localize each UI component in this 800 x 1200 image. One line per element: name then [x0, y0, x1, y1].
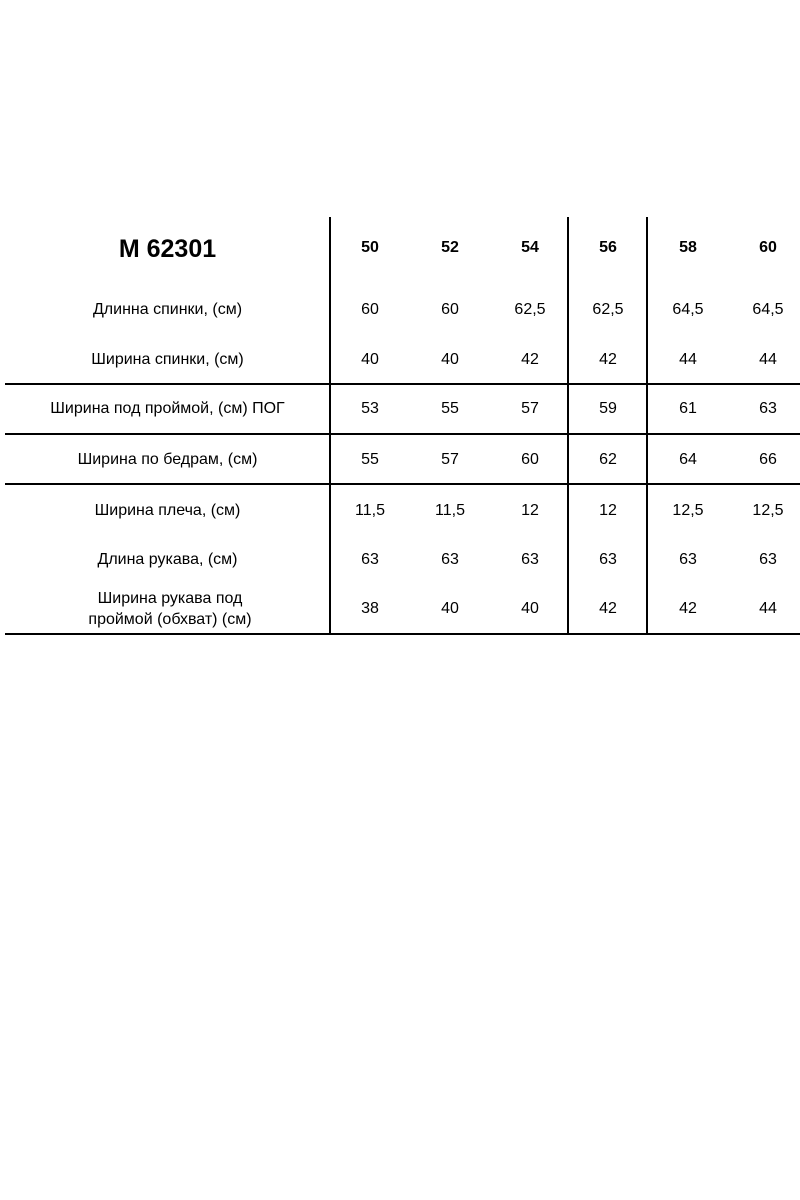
- table-cell: 63: [521, 551, 539, 568]
- table-cell: 40: [441, 351, 459, 368]
- size-chart-table: [5, 217, 800, 635]
- table-cell: 40: [521, 600, 539, 617]
- table-cell: 57: [521, 400, 539, 417]
- size-header-58: 58: [679, 239, 697, 256]
- table-cell: 60: [361, 301, 379, 318]
- table-cell: 11,5: [435, 502, 465, 519]
- table-cell: 62,5: [514, 301, 546, 318]
- table-cell: 42: [599, 351, 617, 368]
- table-cell: 44: [759, 351, 777, 368]
- table-cell: 60: [521, 451, 539, 468]
- row-divider: [5, 433, 800, 435]
- column-divider: [567, 217, 569, 635]
- table-cell: 12: [599, 502, 617, 519]
- table-cell: 53: [361, 400, 379, 417]
- table-cell: 64,5: [752, 301, 784, 318]
- table-cell: 63: [759, 551, 777, 568]
- table-cell: 66: [759, 451, 777, 468]
- size-header-56: 56: [599, 239, 617, 256]
- table-cell: 64: [679, 451, 697, 468]
- table-cell: 40: [441, 600, 459, 617]
- table-cell: 60: [441, 301, 459, 318]
- table-cell: 62,5: [592, 301, 624, 318]
- row-divider: [5, 483, 800, 485]
- row-label: Ширина спинки, (см): [91, 351, 244, 368]
- table-cell: 55: [441, 400, 459, 417]
- size-header-54: 54: [521, 239, 539, 256]
- table-cell: 11,5: [355, 502, 385, 519]
- row-label: Ширина под проймой, (см) ПОГ: [50, 400, 285, 417]
- table-cell: 64,5: [672, 301, 704, 318]
- table-cell: 62: [599, 451, 617, 468]
- table-cell: 42: [679, 600, 697, 617]
- table-cell: 12,5: [752, 502, 784, 519]
- row-label: Ширина плеча, (см): [94, 502, 241, 519]
- table-cell: 63: [361, 551, 379, 568]
- table-cell: 63: [599, 551, 617, 568]
- table-cell: 38: [361, 600, 379, 617]
- table-cell: 44: [679, 351, 697, 368]
- column-divider: [646, 217, 648, 635]
- row-label: Ширина рукава под проймой (обхват) (см): [88, 590, 252, 628]
- table-cell: 12,5: [672, 502, 704, 519]
- table-cell: 61: [679, 400, 697, 417]
- size-header-50: 50: [361, 239, 379, 256]
- row-label: Ширина по бедрам, (см): [77, 451, 258, 468]
- table-cell: 55: [361, 451, 379, 468]
- table-cell: 42: [599, 600, 617, 617]
- size-header-52: 52: [441, 239, 459, 256]
- table-cell: 59: [599, 400, 617, 417]
- size-header-60: 60: [759, 239, 777, 256]
- model-title: M 62301: [118, 235, 217, 263]
- row-divider: [5, 383, 800, 385]
- table-cell: 12: [521, 502, 539, 519]
- table-cell: 44: [759, 600, 777, 617]
- row-label: Длинна спинки, (см): [92, 301, 243, 318]
- table-cell: 63: [759, 400, 777, 417]
- table-cell: 63: [679, 551, 697, 568]
- table-cell: 40: [361, 351, 379, 368]
- table-cell: 63: [441, 551, 459, 568]
- column-divider: [329, 217, 331, 635]
- table-cell: 42: [521, 351, 539, 368]
- row-divider: [5, 633, 800, 635]
- table-cell: 57: [441, 451, 459, 468]
- row-label: Длина рукава, (см): [97, 551, 238, 568]
